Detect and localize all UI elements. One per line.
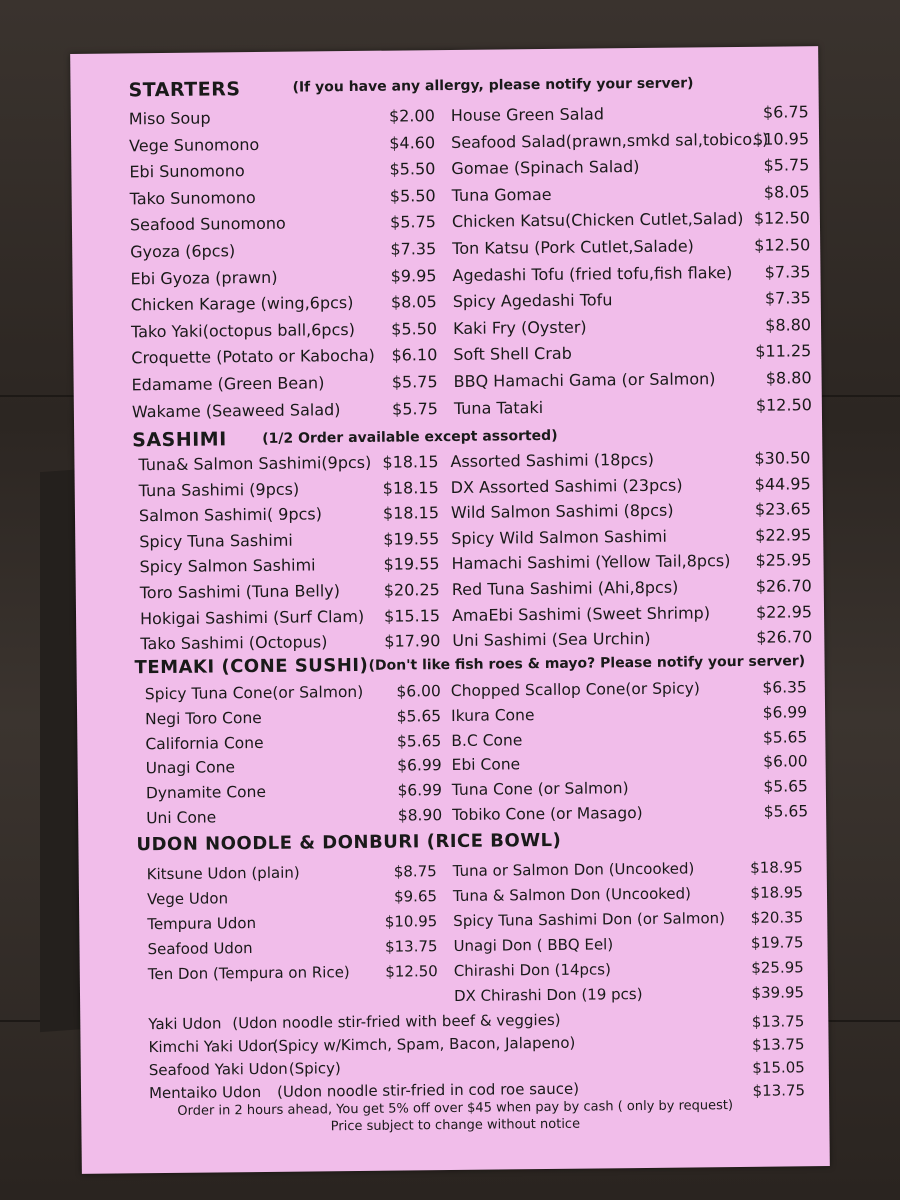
udon-left-item-price: $13.75 — [384, 937, 438, 956]
udon-left-item-name: Seafood Udon — [147, 939, 253, 959]
temaki-right-item-name: Chopped Scallop Cone(or Spicy) — [450, 679, 700, 700]
starters-right-item-price: $6.75 — [762, 102, 809, 122]
sashimi-left-item-name: Salmon Sashimi( 9pcs) — [138, 504, 323, 526]
udon-special-item-desc: (Spicy w/Kimch, Spam, Bacon, Jalapeno) — [272, 1033, 576, 1055]
sashimi-note: (1/2 Order available except assorted) — [262, 427, 558, 447]
starters-right-item-name: Ton Katsu (Pork Cutlet,Salade) — [452, 236, 694, 258]
starters-right-item-price: $12.50 — [755, 394, 812, 415]
starters-right-item-price: $11.25 — [755, 341, 812, 362]
sashimi-right-item-name: Spicy Wild Salmon Sashimi — [451, 526, 667, 548]
udon-right-item-name: DX Chirashi Don (19 pcs) — [453, 985, 643, 1005]
udon-right-item-name: Unagi Don ( BBQ Eel) — [453, 935, 614, 955]
starters-left-item-name: Vege Sunomono — [129, 134, 260, 155]
temaki-note: (Don't like fish roes & mayo? Please notify your server) — [368, 653, 806, 674]
temaki-left-item-name: Negi Toro Cone — [145, 708, 262, 728]
starters-left-item-price: $5.50 — [389, 159, 436, 179]
udon-left-item-name: Kitsune Udon (plain) — [146, 863, 300, 884]
starters-left-item-price: $5.75 — [391, 398, 438, 419]
starters-left-item-price: $7.35 — [390, 239, 437, 259]
sashimi-right-item-price: $22.95 — [755, 601, 813, 622]
starters-title: STARTERS — [128, 78, 241, 102]
temaki-left-item-price: $8.90 — [397, 806, 443, 825]
starters-right-item-name: Spicy Agedashi Tofu — [452, 290, 613, 312]
sashimi-right-item-price: $25.95 — [755, 550, 812, 571]
sashimi-left-item-price: $15.15 — [383, 605, 441, 626]
sashimi-left-item-name: Spicy Tuna Sashimi — [139, 530, 293, 552]
sashimi-right-item-price: $26.70 — [755, 576, 812, 596]
starters-left-item-name: Wakame (Seaweed Salad) — [131, 399, 341, 421]
starters-right-item-name: BBQ Hamachi Gama (or Salmon) — [453, 369, 716, 391]
temaki-right-item-price: $6.00 — [763, 752, 808, 772]
udon-right-item-price: $25.95 — [751, 958, 804, 977]
starters-left-item-name: Gyoza (6pcs) — [130, 241, 236, 262]
starters-right-item-price: $7.35 — [764, 261, 811, 282]
starters-left-item-price: $5.50 — [391, 318, 438, 339]
starters-left-item-name: Croquette (Potato or Kabocha) — [131, 346, 375, 368]
starters-right-item-price: $8.80 — [765, 315, 812, 335]
starters-left-item-price: $5.50 — [389, 185, 436, 206]
sashimi-left-item-price: $19.55 — [383, 528, 440, 549]
sashimi-left-item-name: Tako Sashimi (Octopus) — [140, 632, 328, 654]
starters-right-item-price: $12.50 — [753, 208, 811, 229]
udon-right-item-price: $19.75 — [750, 933, 804, 952]
udon-left-item-name: Vege Udon — [146, 889, 229, 909]
starters-right-item-price: $12.50 — [754, 235, 811, 255]
temaki-right-item-name: Ikura Cone — [451, 705, 535, 725]
udon-right-item-name: Chirashi Don (14pcs) — [453, 960, 612, 980]
temaki-right-item-price: $5.65 — [762, 727, 808, 747]
starters-right-item-price: $5.75 — [763, 155, 810, 175]
temaki-right-item-price: $5.65 — [763, 777, 808, 796]
udon-special-item-price: $15.05 — [752, 1058, 805, 1077]
starters-left-item-name: Tako Yaki(octopus ball,6pcs) — [130, 319, 355, 342]
sashimi-left-item-name: Hokigai Sashimi (Surf Clam) — [139, 606, 365, 628]
sashimi-right-item-name: DX Assorted Sashimi (23pcs) — [450, 475, 683, 497]
udon-left-item-price: $10.95 — [384, 912, 438, 931]
sashimi-left-item-name: Spicy Salmon Sashimi — [139, 555, 316, 577]
starters-left-item-name: Tako Sunomono — [129, 187, 256, 209]
sashimi-right-item-name: Wild Salmon Sashimi (8pcs) — [450, 500, 674, 523]
sashimi-right-item-price: $22.95 — [755, 525, 812, 545]
udon-special-item-name: Kimchi Yaki Udon — [148, 1036, 278, 1057]
udon-right-item-name: Tuna or Salmon Don (Uncooked) — [452, 859, 695, 880]
temaki-left-item-name: Dynamite Cone — [145, 783, 267, 803]
sashimi-left-item-price: $20.25 — [383, 580, 440, 600]
starters-right-item-price: $8.05 — [763, 182, 810, 202]
sashimi-right-item-price: $44.95 — [754, 473, 811, 494]
udon-right-item-price: $18.95 — [750, 883, 804, 902]
starters-right-item-name: Tuna Tataki — [453, 397, 544, 418]
temaki-left-item-name: California Cone — [145, 733, 264, 753]
starters-left-item-name: Ebi Sunomono — [129, 161, 245, 182]
starters-right-item-name: Soft Shell Crab — [453, 344, 572, 365]
sashimi-right-item-name: Assorted Sashimi (18pcs) — [450, 449, 655, 471]
starters-right-item-name: House Green Salad — [450, 104, 605, 125]
sashimi-right-item-name: Uni Sashimi (Sea Urchin) — [452, 629, 651, 651]
starters-left-item-price: $8.05 — [390, 292, 437, 312]
footer-price-notice: Price subject to change without notice — [330, 1116, 581, 1135]
temaki-right-item-name: B.C Cone — [451, 730, 523, 750]
starters-left-item-name: Chicken Karage (wing,6pcs) — [130, 293, 354, 315]
sashimi-right-item-price: $26.70 — [756, 627, 813, 647]
temaki-right-item-name: Tuna Cone (or Salmon) — [451, 779, 629, 800]
temaki-left-item-price: $5.65 — [396, 731, 442, 751]
starters-left-item-name: Seafood Sunomono — [129, 214, 286, 235]
sashimi-left-item-name: Tuna Sashimi (9pcs) — [138, 479, 300, 500]
temaki-left-item-name: Uni Cone — [146, 808, 217, 828]
udon-special-item-desc: (Udon noodle stir-fried in cod roe sauce) — [276, 1079, 580, 1101]
temaki-left-item-name: Spicy Tuna Cone(or Salmon) — [144, 682, 364, 704]
udon-right-item-price: $18.95 — [750, 858, 803, 877]
udon-special-item-desc: (Udon noodle stir-fried with beef & veggies) — [232, 1010, 561, 1033]
starters-right-item-name: Kaki Fry (Oyster) — [452, 317, 587, 338]
starters-right-item-name: Gomae (Spinach Salad) — [451, 157, 640, 179]
udon-special-item-name: Seafood Yaki Udon — [148, 1059, 288, 1080]
starters-right-item-name: Tuna Gomae — [451, 184, 552, 205]
sashimi-left-item-price: $19.55 — [383, 554, 440, 575]
udon-right-item-name: Tuna & Salmon Don (Uncooked) — [452, 884, 692, 905]
sashimi-left-item-price: $18.15 — [382, 452, 439, 472]
udon-special-item-price: $13.75 — [752, 1081, 806, 1100]
temaki-left-item-price: $6.00 — [396, 682, 441, 701]
menu-footer — [81, 1096, 829, 1138]
sashimi-title: SASHIMI — [132, 428, 227, 452]
starters-left-item-price: $4.60 — [389, 132, 436, 153]
udon-left-item-price: $12.50 — [385, 962, 438, 981]
starters-note: (If you have any allergy, please notify your server) — [292, 75, 694, 96]
sashimi-right-item-name: Hamachi Sashimi (Yellow Tail,8pcs) — [451, 551, 731, 574]
temaki-left-item-price: $6.99 — [397, 756, 442, 775]
starters-left-item-name: Ebi Gyoza (prawn) — [130, 267, 278, 288]
temaki-right-item-name: Ebi Cone — [451, 755, 521, 775]
udon-title: UDON NOODLE & DONBURI (RICE BOWL) — [136, 829, 562, 856]
udon-special-item-price: $13.75 — [751, 1012, 805, 1031]
udon-left-item-price: $9.65 — [393, 887, 438, 906]
temaki-right-item-price: $6.35 — [762, 678, 807, 697]
sashimi-right-item-name: AmaEbi Sashimi (Sweet Shrimp) — [451, 602, 711, 625]
udon-special-item-desc: (Spicy) — [288, 1059, 341, 1078]
starters-right-item-name: Agedashi Tofu (fried tofu,fish flake) — [452, 262, 733, 285]
starters-right-item-name: Chicken Katsu(Chicken Cutlet,Salad) — [451, 209, 744, 232]
udon-left-item-name: Ten Don (Tempura on Rice) — [147, 963, 350, 984]
sashimi-left-item-price: $18.15 — [382, 477, 439, 498]
udon-right-item-name: Spicy Tuna Sashimi Don (or Salmon) — [453, 909, 726, 930]
starters-left-item-price: $5.75 — [390, 212, 437, 232]
starters-left-item-name: Miso Soup — [128, 108, 211, 129]
udon-right-item-price: $39.95 — [751, 983, 805, 1002]
starters-right-item-price: $7.35 — [764, 288, 811, 308]
starters-left-item-price: $5.75 — [391, 372, 438, 392]
udon-special-item-price: $13.75 — [751, 1035, 805, 1054]
starters-right-item-price: $8.80 — [765, 368, 812, 388]
temaki-left-item-price: $6.99 — [397, 781, 442, 800]
temaki-title: TEMAKI (CONE SUSHI) — [134, 654, 369, 679]
sashimi-left-item-price: $17.90 — [384, 631, 441, 651]
sashimi-left-item-name: Tuna& Salmon Sashimi(9pcs) — [138, 452, 372, 475]
temaki-right-item-price: $6.99 — [762, 703, 808, 722]
udon-left-item-name: Tempura Udon — [147, 914, 257, 934]
starters-left-item-price: $9.95 — [390, 265, 437, 286]
temaki-right-item-name: Tobiko Cone (or Masago) — [452, 803, 643, 824]
starters-left-item-name: Edamame (Green Bean) — [131, 373, 325, 395]
udon-left-item-price: $8.75 — [393, 862, 437, 881]
temaki-left-item-price: $5.65 — [396, 706, 442, 726]
sashimi-left-item-name: Toro Sashimi (Tuna Belly) — [139, 581, 341, 603]
sashimi-right-item-price: $30.50 — [754, 448, 811, 468]
starters-left-item-price: $2.00 — [388, 106, 435, 126]
temaki-left-item-name: Unagi Cone — [145, 758, 236, 778]
sashimi-right-item-name: Red Tuna Sashimi (Ahi,8pcs) — [451, 577, 679, 599]
starters-right-item-name: Seafood Salad(prawn,smkd sal,tobico..) — [451, 129, 769, 152]
menu-sheet — [70, 46, 830, 1174]
starters-left-item-price: $6.10 — [391, 345, 438, 365]
udon-special-item-name: Mentaiko Udon — [148, 1083, 262, 1103]
footer-cash-discount: Order in 2 hours ahead, You get 5% off over $45 when pay by cash ( only by request) — [177, 1098, 734, 1119]
temaki-right-item-price: $5.65 — [763, 802, 809, 821]
udon-right-item-price: $20.35 — [750, 908, 804, 927]
udon-special-item-name: Yaki Udon — [148, 1014, 222, 1034]
starters-right-item-price: $10.95 — [752, 128, 810, 149]
sashimi-right-item-price: $23.65 — [754, 499, 812, 519]
sashimi-left-item-price: $18.15 — [382, 503, 440, 523]
